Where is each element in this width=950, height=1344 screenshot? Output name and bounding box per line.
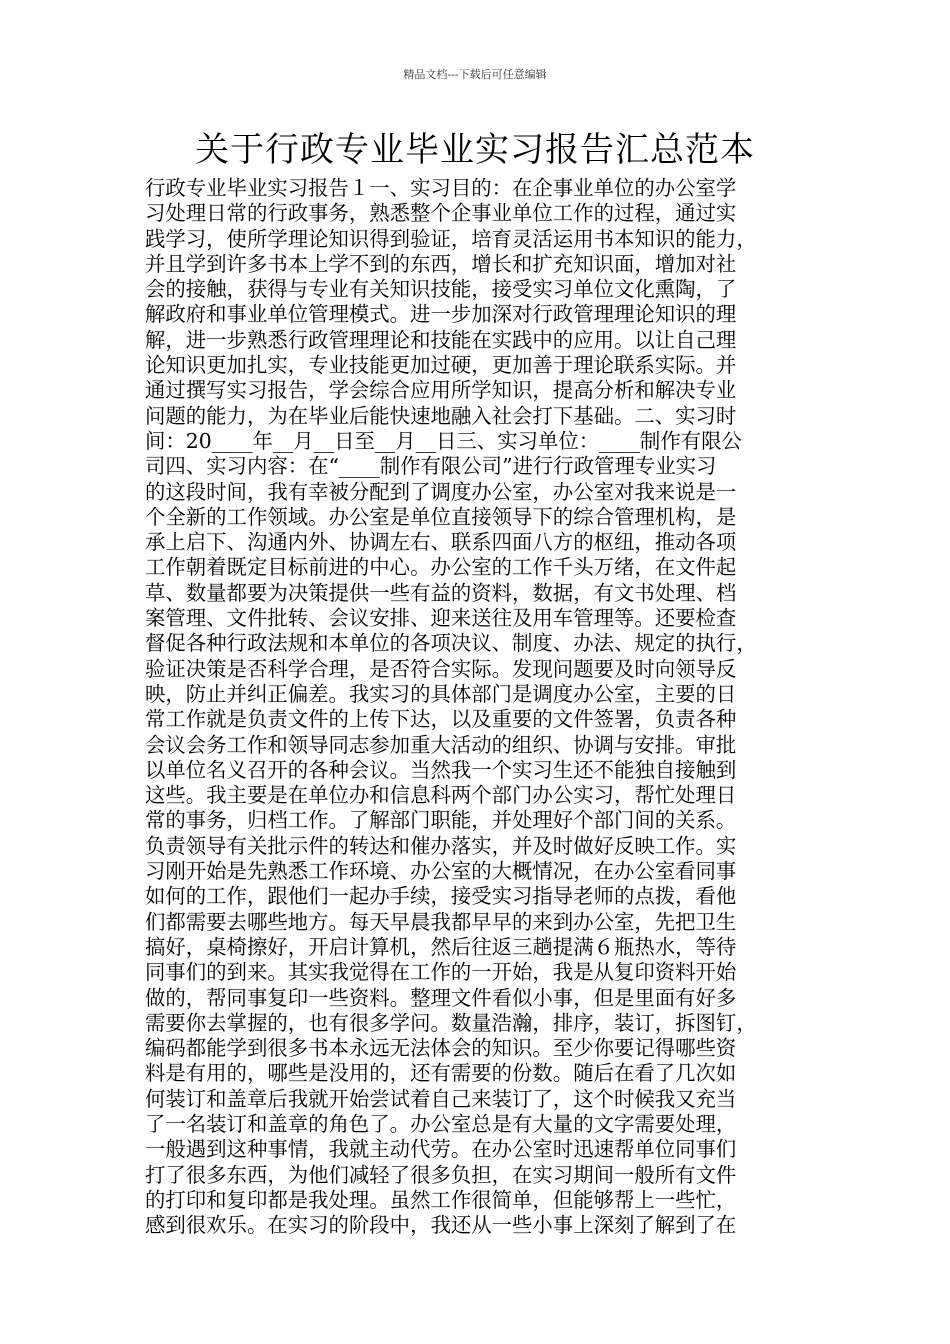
body-line: 验证决策是否科学合理，是否符合实际。发现问题要及时向领导反 (145, 656, 737, 681)
body-line: 践学习，使所学理论知识得到验证，培育灵活运用书本知识的能力， (145, 226, 757, 251)
body-line: 打了很多东西，为他们减轻了很多负担，在实习期间一般所有文件 (145, 1162, 737, 1187)
body-line: 常的事务，归档工作。了解部门职能，并处理好个部门间的关系。 (145, 808, 737, 833)
body-line: 承上启下、沟通内外、协调左右、联系四面八方的枢纽，推动各项 (145, 530, 737, 555)
body-line: 个全新的工作领域。办公室是单位直接领导下的综合管理机构，是 (145, 504, 737, 529)
body-line: 映，防止并纠正偏差。我实习的具体部门是调度办公室，主要的日 (145, 681, 737, 706)
body-line: 间：20____年__月__日至__月__日三、实习单位：____制作有限公 (145, 428, 742, 453)
body-line: 督促各种行政法规和本单位的各项决议、制度、办法、规定的执行， (145, 631, 757, 656)
body-line: 会的接触，获得与专业有关知识技能，接受实习单位文化熏陶，了 (145, 277, 737, 302)
body-line: 同事们的到来。其实我觉得在工作的一开始，我是从复印资料开始 (145, 960, 737, 985)
body-line: 习刚开始是先熟悉工作环境、办公室的大概情况，在办公室看同事 (145, 859, 737, 884)
body-line: 行政专业毕业实习报告１一、实习目的：在企事业单位的办公室学 (145, 176, 737, 200)
header-note: 精品文档---下载后可任意编辑 (403, 68, 547, 81)
document-title: 关于行政专业毕业实习报告汇总范本 (195, 130, 755, 170)
body-line: 通过撰写实习报告，学会综合应用所学知识，提高分析和解决专业 (145, 378, 737, 403)
body-line: 习处理日常的行政事务，熟悉整个企事业单位工作的过程，通过实 (145, 201, 737, 226)
body-line: 司四、实习内容：在“____制作有限公司”进行行政管理专业实习 (145, 454, 717, 479)
body-line: 感到很欢乐。在实习的阶段中，我还从一些小事上深刻了解到了在 (145, 1213, 737, 1238)
body-line: 的这段时间，我有幸被分配到了调度办公室，办公室对我来说是一 (145, 479, 737, 504)
body-line: 了一名装订和盖章的角色了。办公室总是有大量的文字需要处理， (145, 1111, 737, 1136)
body-line: 会议会务工作和领导同志参加重大活动的组织、协调与安排。审批 (145, 732, 737, 757)
body-line: 工作朝着既定目标前进的中心。办公室的工作千头万绪，在文件起 (145, 555, 737, 580)
body-line: 草、数量都要为决策提供一些有益的资料，数据，有文书处理、档 (145, 580, 737, 605)
body-line: 解政府和事业单位管理模式。进一步加深对行政管理理论知识的理 (145, 302, 737, 327)
body-line: 并且学到许多书本上学不到的东西，增长和扩充知识面，增加对社 (145, 251, 737, 276)
body-line: 常工作就是负责文件的上传下达，以及重要的文件签署，负责各种 (145, 707, 737, 732)
body-line: 编码都能学到很多书本永远无法体会的知识。至少你要记得哪些资 (145, 1036, 737, 1061)
body-line: 的打印和复印都是我处理。虽然工作很简单，但能够帮上一些忙， (145, 1187, 737, 1212)
body-line: 解，进一步熟悉行政管理理论和技能在实践中的应用。以让自己理 (145, 327, 737, 352)
body-line: 做的，帮同事复印一些资料。整理文件看似小事，但是里面有好多 (145, 985, 737, 1010)
body-line: 问题的能力，为在毕业后能快速地融入社会打下基础。二、实习时 (145, 403, 737, 428)
body-line: 何装订和盖章后我就开始尝试着自己来装订了，这个时候我又充当 (145, 1086, 737, 1111)
body-line: 这些。我主要是在单位办和信息科两个部门办公实习，帮忙处理日 (145, 783, 737, 808)
body-line: 需要你去掌握的，也有很多学问。数量浩瀚，排序，装订，拆图钉， (145, 1010, 757, 1035)
body-line: 一般遇到这种事情，我就主动代劳。在办公室时迅速帮单位同事们 (145, 1137, 737, 1162)
body-line: 论知识更加扎实，专业技能更加过硬，更加善于理论联系实际。并 (145, 353, 737, 378)
body-line: 搞好，桌椅擦好，开启计算机，然后往返三趟提满６瓶热水，等待 (145, 934, 737, 959)
body-line: 如何的工作，跟他们一起办手续，接受实习指导老师的点拨，看他 (145, 884, 737, 909)
body-line: 案管理、文件批转、会议安排、迎来送往及用车管理等。还要检查 (145, 606, 737, 631)
body-text (145, 176, 810, 1238)
body-line: 料是有用的，哪些是没用的，还有需要的份数。随后在看了几次如 (145, 1061, 737, 1086)
body-line: 负责领导有关批示件的转达和催办落实，并及时做好反映工作。实 (145, 833, 737, 858)
body-line: 以单位名义召开的各种会议。当然我一个实习生还不能独自接触到 (145, 757, 737, 782)
body-line: 们都需要去哪些地方。每天早晨我都早早的来到办公室，先把卫生 (145, 909, 737, 934)
